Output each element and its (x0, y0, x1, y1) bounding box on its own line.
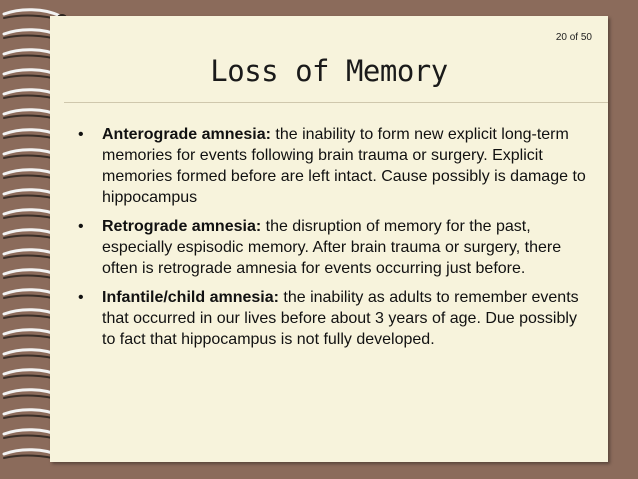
bullet-icon: • (78, 218, 84, 235)
bullet-text: the inability as adults to remember events that occurred in our lives before about 3 years of age. Due possibly to fact that hippocampus is not fully developed. (102, 289, 579, 348)
bullet-text: the inability to form new explicit long-term memories for events following brain trauma or surgery. Explicit memories formed before are left intact. Cause possibly is damage to hippocampus (102, 126, 586, 206)
bullet-term: Infantile/child amnesia: (102, 289, 279, 306)
bullet-term: Anterograde amnesia: (102, 126, 271, 143)
bullet-icon: • (78, 289, 84, 306)
bullet-item-retrograde (78, 216, 594, 279)
bullet-list (78, 124, 594, 358)
title-divider (64, 102, 608, 103)
page-indicator: 20 of 50 (555, 32, 592, 43)
bullet-item-infantile (78, 287, 594, 350)
bullet-term: Retrograde amnesia: (102, 218, 262, 235)
bullet-item-anterograde (78, 124, 594, 208)
bullet-text: the disruption of memory for the past, especially espisodic memory. After brain trauma or surgery, there often is retrograde amnesia for events occurring just before. (102, 218, 562, 277)
slide-page (50, 16, 608, 462)
slide-title: Loss of Memory (210, 54, 448, 88)
bullet-icon: • (78, 126, 84, 143)
